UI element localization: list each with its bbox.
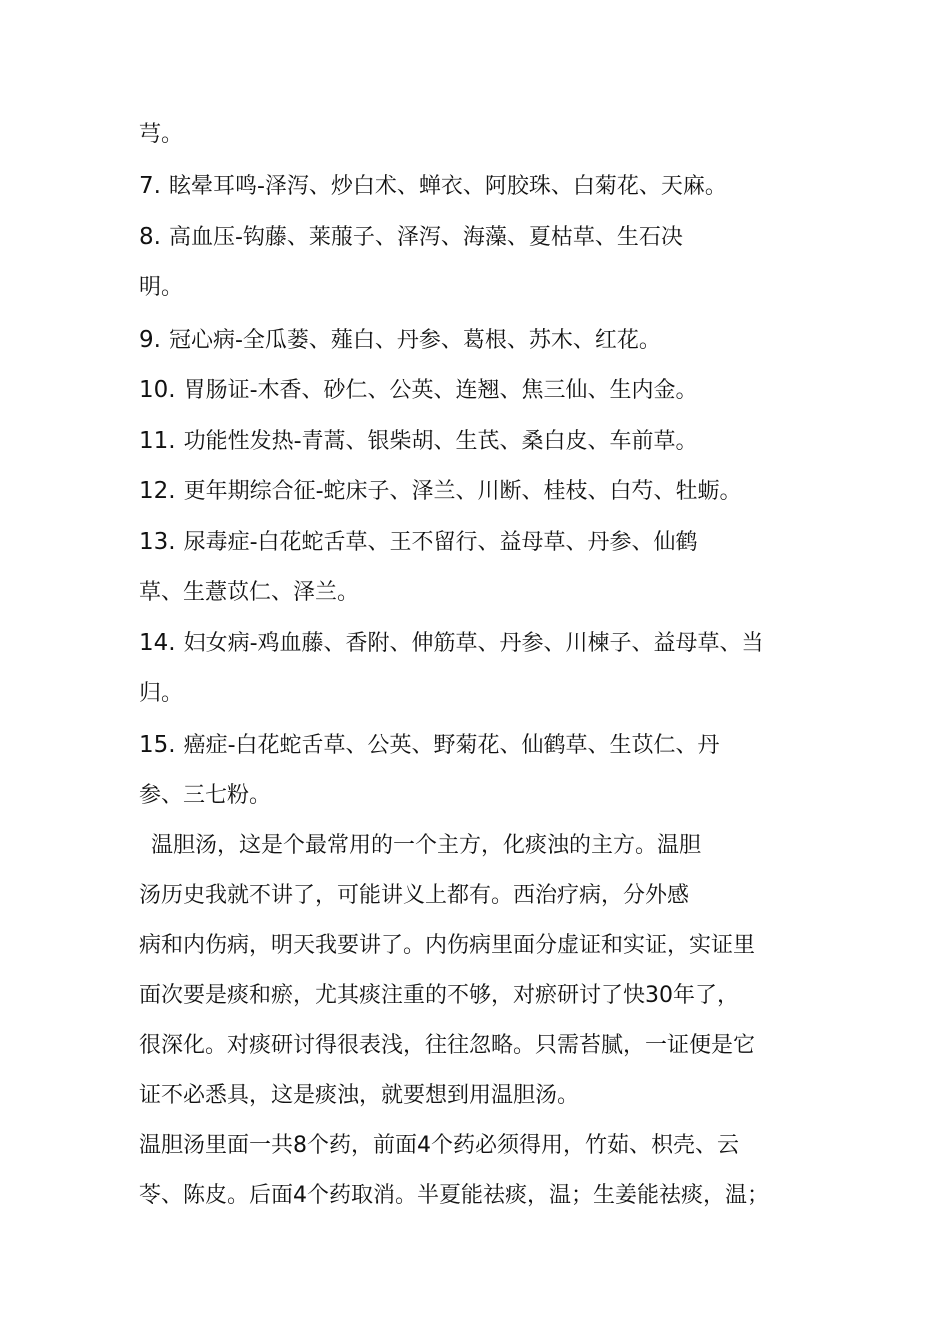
- paragraph-line: [139, 976, 739, 1016]
- list-number: 12.: [139, 478, 176, 504]
- list-item: [139, 320, 661, 360]
- line-text: 癌症-白花蛇舌草、公英、野菊花、仙鹤草、生苡仁、丹: [183, 733, 720, 758]
- paragraph-line: [139, 876, 689, 916]
- list-item: [139, 522, 698, 562]
- line-text: 温胆汤里面一共8个药，前面4个药必须得用，竹茹、枳壳、云: [139, 1133, 739, 1158]
- list-number: 7.: [139, 173, 161, 199]
- list-item: [139, 217, 683, 257]
- line-text: 冠心病-全瓜蒌、薤白、丹参、葛根、苏木、红花。: [168, 328, 661, 353]
- paragraph-line: [139, 926, 755, 966]
- list-number: 14.: [139, 630, 176, 656]
- line-text: 功能性发热-青蒿、银柴胡、生芪、桑白皮、车前草。: [183, 429, 698, 454]
- line-text: 高血压-钩藤、莱菔子、泽泻、海藻、夏枯草、生石决: [168, 225, 683, 250]
- line-text: 眩晕耳鸣-泽泻、炒白术、蝉衣、阿胶珠、白菊花、天麻。: [168, 174, 727, 199]
- list-item: [139, 166, 727, 206]
- list-number: 13.: [139, 529, 176, 555]
- line-text: 病和内伤病，明天我要讲了。内伤病里面分虚证和实证，实证里: [139, 933, 756, 958]
- line-text: 苓、陈皮。后面4个药取消。半夏能祛痰，温；生姜能祛痰，温；: [139, 1183, 769, 1208]
- list-item: [139, 471, 742, 511]
- paragraph-line: [151, 826, 701, 866]
- text-line: [139, 268, 183, 308]
- list-item: [139, 725, 720, 765]
- line-text: 面次要是痰和瘀，尤其痰注重的不够，对瘀研讨了快30年了，: [139, 983, 739, 1008]
- list-number: 8.: [139, 224, 161, 250]
- line-text: 证不必悉具，这是痰浊，就要想到用温胆汤。: [139, 1083, 580, 1108]
- line-text: 明。: [139, 275, 184, 300]
- paragraph-line: [139, 1126, 739, 1166]
- text-line: [139, 115, 183, 155]
- paragraph-line: [139, 1026, 755, 1066]
- line-text: 妇女病-鸡血藤、香附、伸筋草、丹参、川楝子、益母草、当: [183, 631, 764, 656]
- text-line: [139, 776, 271, 816]
- line-text: 参、三七粉。: [139, 783, 272, 808]
- list-number: 15.: [139, 732, 176, 758]
- list-number: 9.: [139, 327, 161, 353]
- line-text: 胃肠证-木香、砂仁、公英、连翘、焦三仙、生内金。: [183, 378, 698, 403]
- line-text: 温胆汤，这是个最常用的一个主方，化痰浊的主方。温胆: [151, 833, 702, 858]
- line-text: 草、生薏苡仁、泽兰。: [139, 580, 360, 605]
- list-item: [139, 421, 698, 461]
- line-text: 归。: [139, 681, 184, 706]
- list-number: 10.: [139, 377, 176, 403]
- line-text: 汤历史我就不讲了，可能讲义上都有。西治疗病，分外感: [139, 883, 690, 908]
- text-line: [139, 674, 183, 714]
- line-text: 更年期综合征-蛇床子、泽兰、川断、桂枝、白芍、牡蛎。: [183, 479, 742, 504]
- line-text: 很深化。对痰研讨得很表浅，往往忽略。只需苔腻，一证便是它: [139, 1033, 756, 1058]
- text-line: [139, 573, 359, 613]
- paragraph-line: [139, 1176, 769, 1216]
- list-item: [139, 623, 764, 663]
- list-number: 11.: [139, 428, 176, 454]
- line-text: 芎。: [139, 122, 184, 147]
- line-text: 尿毒症-白花蛇舌草、王不留行、益母草、丹参、仙鹤: [183, 530, 698, 555]
- list-item: [139, 370, 698, 410]
- paragraph-line: [139, 1076, 579, 1116]
